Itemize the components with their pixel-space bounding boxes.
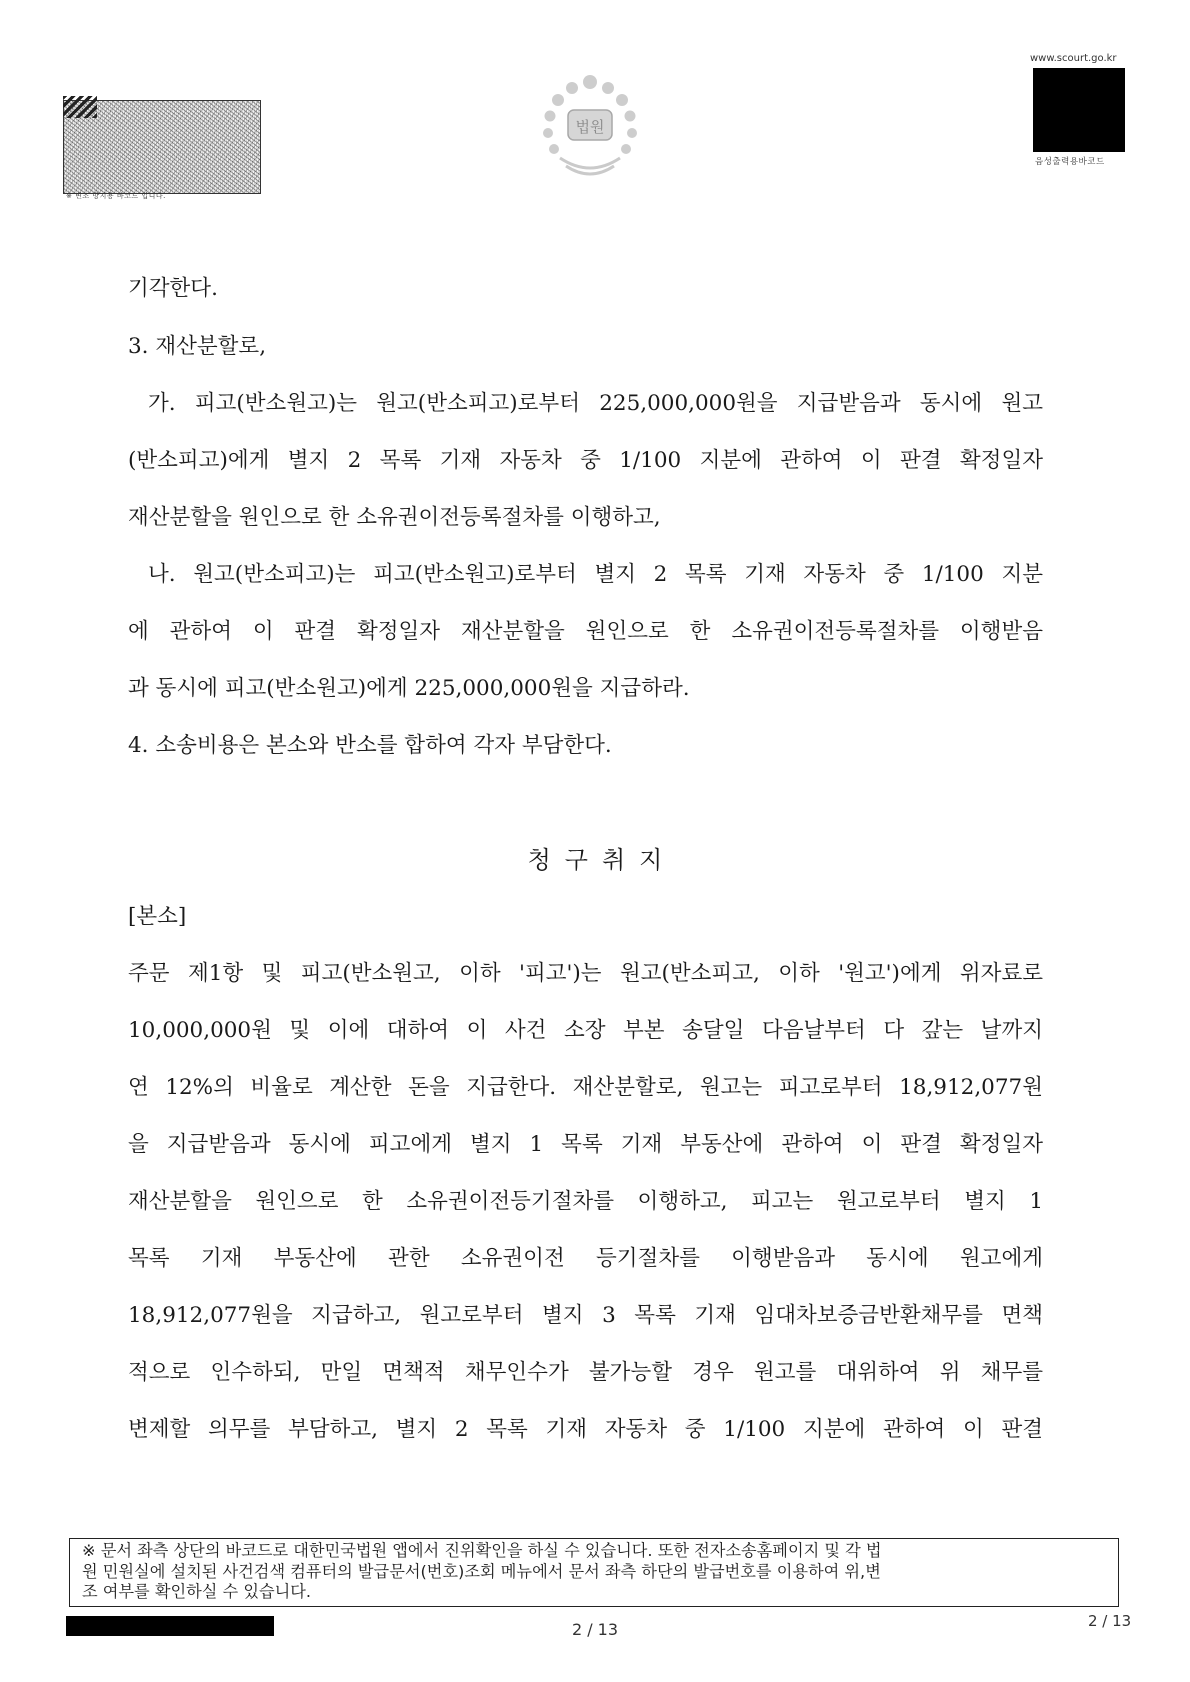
body-line: 4. 소송비용은 본소와 반소를 합하여 각자 부담한다. bbox=[128, 733, 612, 758]
site-url: www.scourt.go.kr bbox=[1030, 53, 1117, 64]
body-line: 기각한다. bbox=[128, 276, 218, 301]
barcode-stripe-mark bbox=[63, 96, 97, 118]
notice-line: 조 여부를 확인하실 수 있습니다. bbox=[82, 1582, 312, 1601]
claim-line: 10,000,000원 및 이에 대하여 이 사건 소장 부본 송달일 다음날부터 다 갚는 날까지 bbox=[128, 1018, 1043, 1043]
subheading: [본소] bbox=[128, 904, 187, 929]
body-line: 가. 피고(반소원고)는 원고(반소피고)로부터 225,000,000원을 지급받음과 동시에 원고 bbox=[148, 391, 1043, 416]
verification-notice-box bbox=[69, 1538, 1119, 1607]
claim-line: 18,912,077원을 지급하고, 원고로부터 별지 3 목록 기재 임대차보증금반환채무를 면책 bbox=[128, 1303, 1043, 1328]
notice-line: 원 민원실에 설치된 사건검색 컴퓨터의 발급문서(번호)조회 메뉴에서 문서 좌측 하단의 발급번호를 이용하여 위,변 bbox=[82, 1561, 881, 1581]
claim-line: 주문 제1항 및 피고(반소원고, 이하 '피고')는 원고(반소피고, 이하 '원고')에게 위자료로 bbox=[128, 961, 1043, 986]
claim-line: 목록 기재 부동산에 관한 소유권이전 등기절차를 이행받음과 동시에 원고에게 bbox=[128, 1246, 1043, 1271]
audio-barcode-caption: 음성출력용바코드 bbox=[1035, 157, 1105, 167]
page-number-right: 2 / 13 bbox=[1088, 1612, 1132, 1630]
notice-line: ※ 문서 좌측 상단의 바코드로 대한민국법원 앱에서 진위확인을 하실 수 있습니다. 또한 전자소송홈페이지 및 각 법 bbox=[82, 1541, 882, 1560]
court-seal-emblem bbox=[530, 66, 650, 186]
body-line: 에 관하여 이 판결 확정일자 재산분할을 원인으로 한 소유권이전등록절차를 이행받음 bbox=[128, 619, 1043, 644]
claim-line: 변제할 의무를 부담하고, 별지 2 목록 기재 자동차 중 1/100 지분에 관하여 이 판결 bbox=[128, 1417, 1043, 1442]
body-line: 과 동시에 피고(반소원고)에게 225,000,000원을 지급하라. bbox=[128, 676, 690, 701]
body-line: 3. 재산분할로, bbox=[128, 334, 267, 359]
section-heading: 청구취지 bbox=[527, 846, 677, 874]
page-number: 2 / 13 bbox=[571, 1620, 619, 1639]
audio-output-barcode bbox=[1033, 68, 1125, 152]
seal-text: 법원 bbox=[575, 118, 605, 136]
claim-line: 적으로 인수하되, 만일 면책적 채무인수가 불가능할 경우 원고를 대위하여 위 채무를 bbox=[128, 1360, 1043, 1385]
claim-line: 을 지급받음과 동시에 피고에게 별지 1 목록 기재 부동산에 관하여 이 판결 확정일자 bbox=[128, 1132, 1043, 1157]
body-line: (반소피고)에게 별지 2 목록 기재 자동차 중 1/100 지분에 관하여 이 판결 확정일자 bbox=[128, 448, 1043, 473]
claim-line: 재산분할을 원인으로 한 소유권이전등기절차를 이행하고, 피고는 원고로부터 별지 1 bbox=[128, 1189, 1043, 1214]
body-line: 나. 원고(반소피고)는 피고(반소원고)로부터 별지 2 목록 기재 자동차 중 1/100 지분 bbox=[148, 562, 1043, 587]
claim-line: 연 12%의 비율로 계산한 돈을 지급한다. 재산분할로, 원고는 피고로부터 18,912,077원 bbox=[128, 1075, 1043, 1100]
body-line: 재산분할을 원인으로 한 소유권이전등록절차를 이행하고, bbox=[128, 505, 661, 530]
forgery-barcode-caption: ※ 변조 방지용 바코드 입니다. bbox=[66, 192, 166, 200]
